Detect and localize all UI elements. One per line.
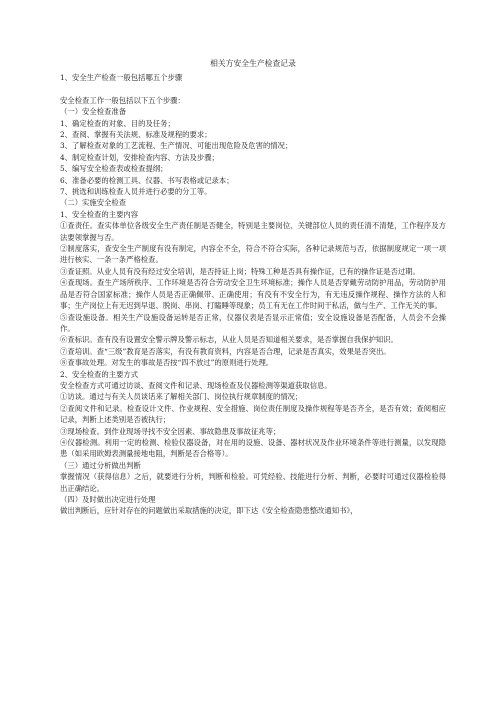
paragraph: 2、查阅、掌握有关法规、标准及规程的要求； bbox=[60, 130, 212, 140]
paragraph: ⑧查事故处理。对发生的事故是否按“四不放过”的原则进行处理。 bbox=[60, 358, 274, 368]
paragraph: 做出判断后，应针对存在的问题做出采取措施的决定，即下达《安全检查隐患整改通知书》， bbox=[60, 506, 358, 516]
paragraph: 4、制定检查计划，安排检查内容、方法及步骤； bbox=[60, 152, 219, 162]
paragraph: 7、挑选和训练检查人员并进行必要的分工等。 bbox=[60, 187, 212, 197]
paragraph: ⑤查设施设备。相关生产设施设备运转是否正常，仪器仪表是否显示正常值；安全设施设备是否配备，人员会不会操作。 bbox=[60, 312, 446, 333]
paragraph: ④仪器检测。利用一定的检测、检验仪器设备，对在用的设施、设备、器材状况及作业环境条件等进行测量，以发现隐患（如采用欧姆表测量接地电阻，判断是否合格等）。 bbox=[60, 437, 446, 459]
paragraph: ④查现场。查生产场所秩序、工作环境是否符合劳动安全卫生环境标准；操作人员是否穿戴劳动防护用品，劳动防护用品是否符合国家标准；操作人员是否正确佩带、正确使用；有没有不安全行为，有无违反操作规程、操作方法的人和事；生产岗位上有无迟到早退、脱岗、串岗、打瞌睡等现象；员工有无在工作时间干私活，做与生产、工作无关的事。 bbox=[60, 278, 446, 311]
document-body bbox=[60, 72, 446, 517]
paragraph: 2、安全检查的主要方式 bbox=[60, 369, 139, 379]
paragraph: ②查阅文件和记录。检查设计文件、作业规程、安全措施、岗位责任制度及操作规程等是否齐全，是否有效；查阅相应记录，判断上述类别是否被执行； bbox=[60, 403, 446, 425]
paragraph: 1、确定检查的对象、目的及任务； bbox=[60, 118, 175, 128]
paragraph: 1、安全检查的主要内容 bbox=[60, 209, 139, 219]
paragraph: ⑦查培训。查“三级”教育是否落实，有没有教育资料，内容是否合理，记录是否真实，效果是否突出。 bbox=[60, 346, 391, 356]
paragraph: （一）安全检查准备 bbox=[60, 107, 127, 117]
paragraph: 5、编写安全检查表或检查提纲； bbox=[60, 164, 168, 174]
paragraph: 安全检查方式可通过访谈、查阅文件和记录、现场检查及仪器检测等渠道获取信息。 bbox=[60, 380, 332, 390]
paragraph: 安全检查工作一般包括以下五个步骤： bbox=[60, 95, 185, 105]
paragraph: （二）实施安全检查 bbox=[60, 198, 127, 208]
paragraph: （三）通过分析做出判断 bbox=[60, 460, 141, 470]
paragraph: ②制度落实，查安全生产制度有没有制定，内容全不全，符合不符合实际，各种记录规范与否，依据制度规定一项一项进行核实、一条一条严格检查。 bbox=[60, 244, 446, 265]
paragraph: （四）及时做出决定进行处理 bbox=[60, 495, 156, 505]
document-title: 相关方安全生产检查记录 bbox=[210, 59, 296, 68]
paragraph: 1、安全生产检查一般包括哪五个步骤 bbox=[60, 73, 183, 82]
paragraph: ①查责任。查实体单位各级安全生产责任制是否健全，特别是主要岗位、关键部位人员的责任清不清楚，工作程序及方法要领掌握与否。 bbox=[60, 221, 446, 242]
paragraph: ③查证照。从业人员有没有经过安全培训，是否持证上岗；特殊工种是否具有操作证，已有的操作证是否过期。 bbox=[60, 266, 420, 276]
paragraph: ①访谈。通过与有关人员谈话来了解相关部门、岗位执行规章制度的情况； bbox=[60, 392, 303, 402]
blank-line bbox=[60, 83, 446, 94]
paragraph: 6、准备必要的检测工具、仪器、书写表格或记录本； bbox=[60, 175, 234, 185]
paragraph: ③现场检查。到作业现场寻找不安全因素、事故隐患及事故征兆等； bbox=[60, 426, 281, 436]
paragraph: 3、了解检查对象的工艺流程、生产情况、可能出现危险及危害的情况； bbox=[60, 141, 293, 151]
document-page bbox=[60, 58, 446, 517]
paragraph: 掌握情况（获得信息）之后，就要进行分析，判断和检验。可凭经验、技能进行分析、判断，必要时可通过仪器检验得出正确结论。 bbox=[60, 472, 446, 493]
paragraph: ⑥查标识。查有没有设置安全警示牌及警示标志，从业人员是否知道相关要求，是否掌握自我保护知识。 bbox=[60, 335, 398, 345]
